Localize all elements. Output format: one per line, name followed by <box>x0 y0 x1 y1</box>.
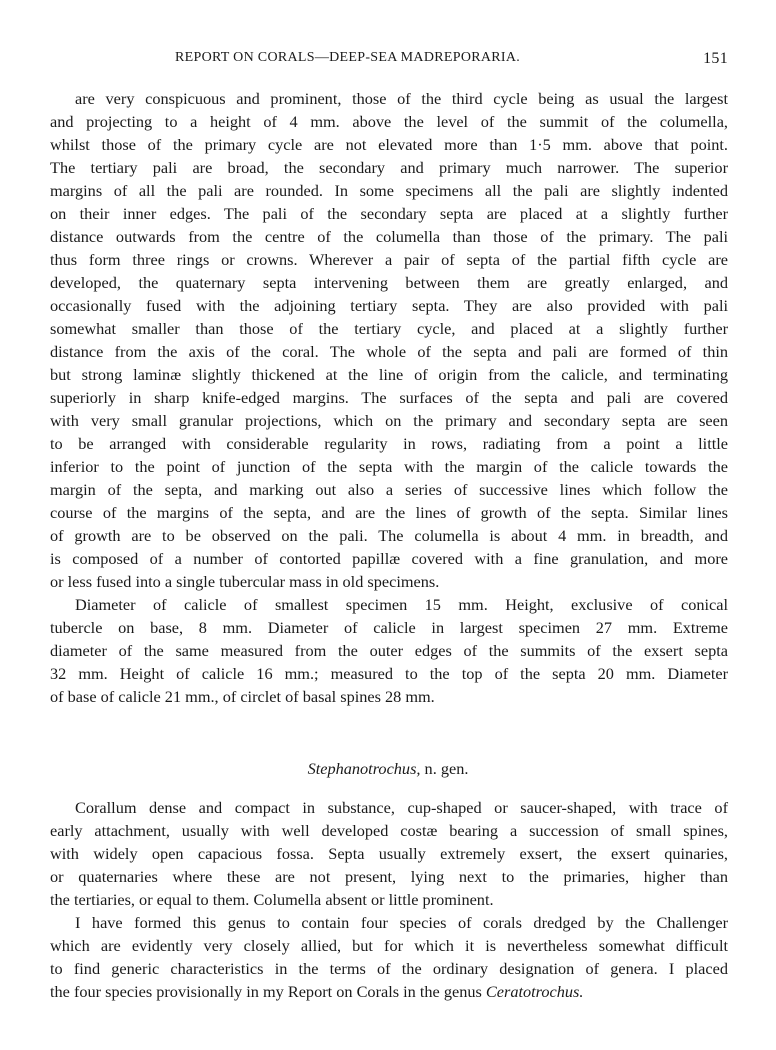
text-line <box>50 386 728 409</box>
line-text: Diameter of calicle of smallest specimen 15 mm. Height, exclusive of conical <box>75 595 728 614</box>
running-title: REPORT ON CORALS—DEEP-SEA MADREPORARIA. <box>175 50 521 65</box>
line-text: is composed of a number of contorted papillæ covered with a fine granulation, and more <box>50 549 728 568</box>
line-text: of growth are to be observed on the pali. The columella is about 4 mm. in breadth, and <box>50 526 728 545</box>
genus-suffix: n. gen. <box>420 759 469 778</box>
line-text: early attachment, usually with well developed costæ bearing a succession of small spines, <box>50 821 728 840</box>
text-line <box>50 478 728 501</box>
text-line <box>50 888 728 911</box>
line-text: margins of all the pali are rounded. In some specimens all the pali are slightly indented <box>50 181 728 200</box>
text-line <box>50 202 728 225</box>
body-text-bottom <box>50 796 728 1003</box>
text-line <box>50 819 728 842</box>
line-text: I have formed this genus to contain four species of corals dredged by the Challenger <box>75 913 728 932</box>
text-line <box>50 87 728 110</box>
page-number: 151 <box>703 50 728 67</box>
line-text: superiorly in sharp knife-edged margins. The surfaces of the septa and pali are covered <box>50 388 728 407</box>
text-line <box>50 616 728 639</box>
line-text: distance outwards from the centre of the columella than those of the primary. The pali <box>50 227 728 246</box>
text-line <box>50 271 728 294</box>
line-text: margin of the septa, and marking out also a series of successive lines which follow the <box>50 480 728 499</box>
text-line <box>50 639 728 662</box>
line-text: whilst those of the primary cycle are not elevated more than 1·5 mm. above that point. <box>50 135 728 154</box>
text-line <box>50 294 728 317</box>
line-text: the tertiaries, or equal to them. Columella absent or little prominent. <box>50 890 494 909</box>
text-line <box>50 225 728 248</box>
text-line <box>50 570 728 593</box>
line-text: with widely open capacious fossa. Septa usually extremely exsert, the exsert quinaries, <box>50 844 728 863</box>
text-line <box>50 911 728 934</box>
line-text: on their inner edges. The pali of the secondary septa are placed at a slightly further <box>50 204 728 223</box>
text-line <box>50 432 728 455</box>
line-text: diameter of the same measured from the outer edges of the summits of the exsert septa <box>50 641 728 660</box>
line-text: or less fused into a single tubercular mass in old specimens. <box>50 572 440 591</box>
line-text: occasionally fused with the adjoining tertiary septa. They are also provided with pali <box>50 296 728 315</box>
line-text: Corallum dense and compact in substance, cup-shaped or saucer-shaped, with trace of <box>75 798 728 817</box>
line-text: somewhat smaller than those of the tertiary cycle, and placed at a slightly further <box>50 319 728 338</box>
text-line <box>50 547 728 570</box>
text-line <box>50 363 728 386</box>
text-line <box>50 455 728 478</box>
text-line <box>50 685 728 708</box>
text-line <box>50 593 728 616</box>
text-line <box>50 501 728 524</box>
running-header <box>50 50 728 70</box>
text-line <box>50 340 728 363</box>
genus-reference: Ceratotrochus. <box>485 982 584 1001</box>
text-line <box>50 133 728 156</box>
line-text: to be arranged with considerable regularity in rows, radiating from a point a little <box>50 434 728 453</box>
line-text: 32 mm. Height of calicle 16 mm.; measured to the top of the septa 20 mm. Diameter <box>50 664 728 683</box>
line-text: and projecting to a height of 4 mm. above the level of the summit of the columella, <box>50 112 728 131</box>
line-text: developed, the quaternary septa intervening between them are greatly enlarged, and <box>50 273 728 292</box>
text-line <box>50 409 728 432</box>
line-text: to find generic characteristics in the terms of the ordinary designation of genera. I placed <box>50 959 728 978</box>
text-line <box>50 842 728 865</box>
body-text-top <box>50 87 728 708</box>
text-line <box>50 957 728 980</box>
line-text: or quaternaries where these are not present, lying next to the primaries, higher than <box>50 867 728 886</box>
text-line <box>50 110 728 133</box>
text-line <box>50 524 728 547</box>
line-text: The tertiary pali are broad, the secondary and primary much narrower. The superior <box>50 158 728 177</box>
line-text: are very conspicuous and prominent, those of the third cycle being as usual the largest <box>75 89 728 108</box>
line-text: which are evidently very closely allied, but for which it is nevertheless somewhat difficult <box>50 936 728 955</box>
text-line <box>50 179 728 202</box>
line-text: of base of calicle 21 mm., of circlet of basal spines 28 mm. <box>50 687 435 706</box>
line-text: the four species provisionally in my Report on Corals in the genus <box>50 982 486 1001</box>
text-line <box>50 796 728 819</box>
text-line <box>50 317 728 340</box>
line-text: with very small granular projections, which on the primary and secondary septa are seen <box>50 411 728 430</box>
section-heading <box>0 759 776 779</box>
line-text: inferior to the point of junction of the septa with the margin of the calicle towards the <box>50 457 728 476</box>
line-text: tubercle on base, 8 mm. Diameter of calicle in largest specimen 27 mm. Extreme <box>50 618 728 637</box>
line-text: course of the margins of the septa, and are the lines of growth of the septa. Similar lines <box>50 503 728 522</box>
line-text: thus form three rings or crowns. Wherever a pair of septa of the partial fifth cycle are <box>50 250 728 269</box>
text-line <box>50 934 728 957</box>
line-text: but strong laminæ slightly thickened at the line of origin from the calicle, and terminating <box>50 365 728 384</box>
text-line <box>50 248 728 271</box>
text-line <box>50 865 728 888</box>
text-line <box>50 156 728 179</box>
text-line <box>50 980 728 1003</box>
genus-name: Stephanotrochus, <box>307 759 421 778</box>
line-text: distance from the axis of the coral. The whole of the septa and pali are formed of thin <box>50 342 728 361</box>
text-line <box>50 662 728 685</box>
